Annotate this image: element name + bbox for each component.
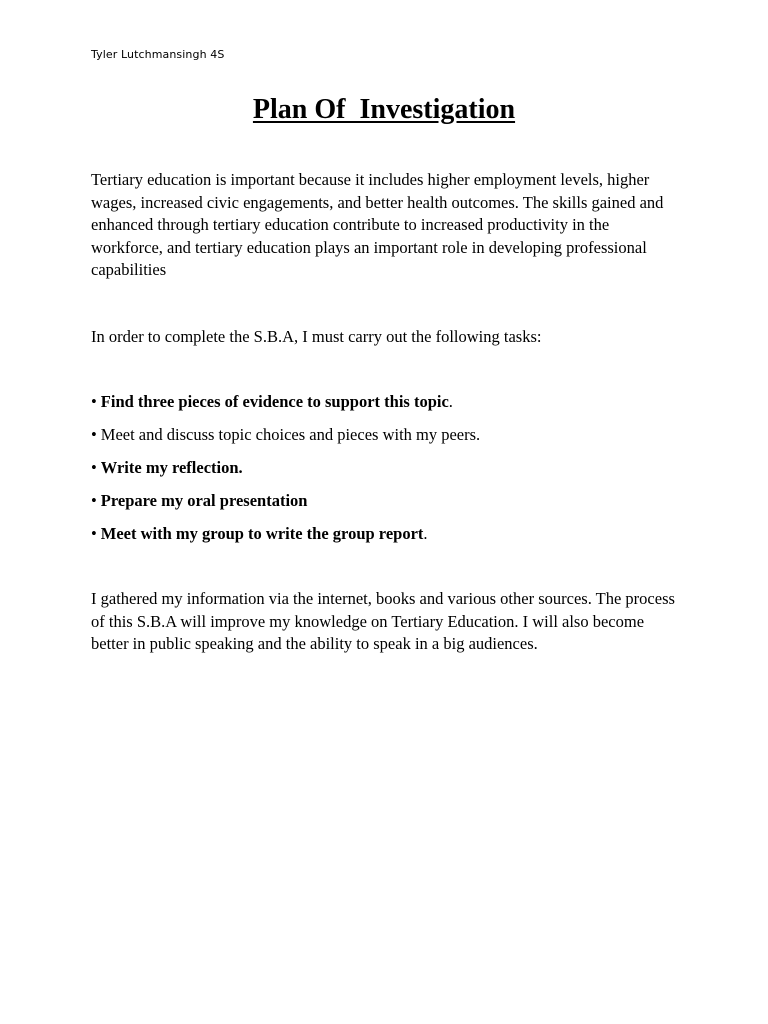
task-tail: . [423,524,428,543]
list-item [91,457,480,490]
bullet-icon: • [91,491,97,510]
bullet-icon: • [91,458,97,477]
list-item [91,523,480,556]
task-tail: . [448,392,453,411]
task-text: Find three pieces of evidence to support this topic [100,392,449,411]
tasks-intro: In order to complete the S.B.A, I must carry out the following tasks: [91,327,542,346]
bullet-icon: • [91,392,97,411]
list-item [91,490,480,523]
bullet-icon: • [91,524,97,543]
task-list [91,391,480,556]
list-item [91,391,480,424]
author-line: Tyler Lutchmansingh 4S [91,48,225,61]
bullet-icon: • [91,425,97,444]
list-item [91,424,480,457]
task-text: Prepare my oral presentation [100,491,308,510]
task-text: Meet with my group to write the group report [100,524,424,543]
task-text: Write my reflection. [100,458,243,477]
closing-paragraph: I gathered my information via the internet, books and various other sources. The process of this S.B.A will improve my knowledge on Tertiary Education. I will also become better in public speaking and the ability to speak in a big audiences. [91,589,675,653]
page-title: Plan Of Investigation [252,94,516,125]
intro-paragraph: Tertiary education is important because it includes higher employment levels, higher wages, increased civic engagements, and better health outcomes. The skills gained and enhanced through tertiary education contribute to increased productivity in the workforce, and tertiary education plays an important role in developing professional capabilities [91,170,664,279]
task-text: Meet and discuss topic choices and pieces with my peers. [100,425,481,444]
